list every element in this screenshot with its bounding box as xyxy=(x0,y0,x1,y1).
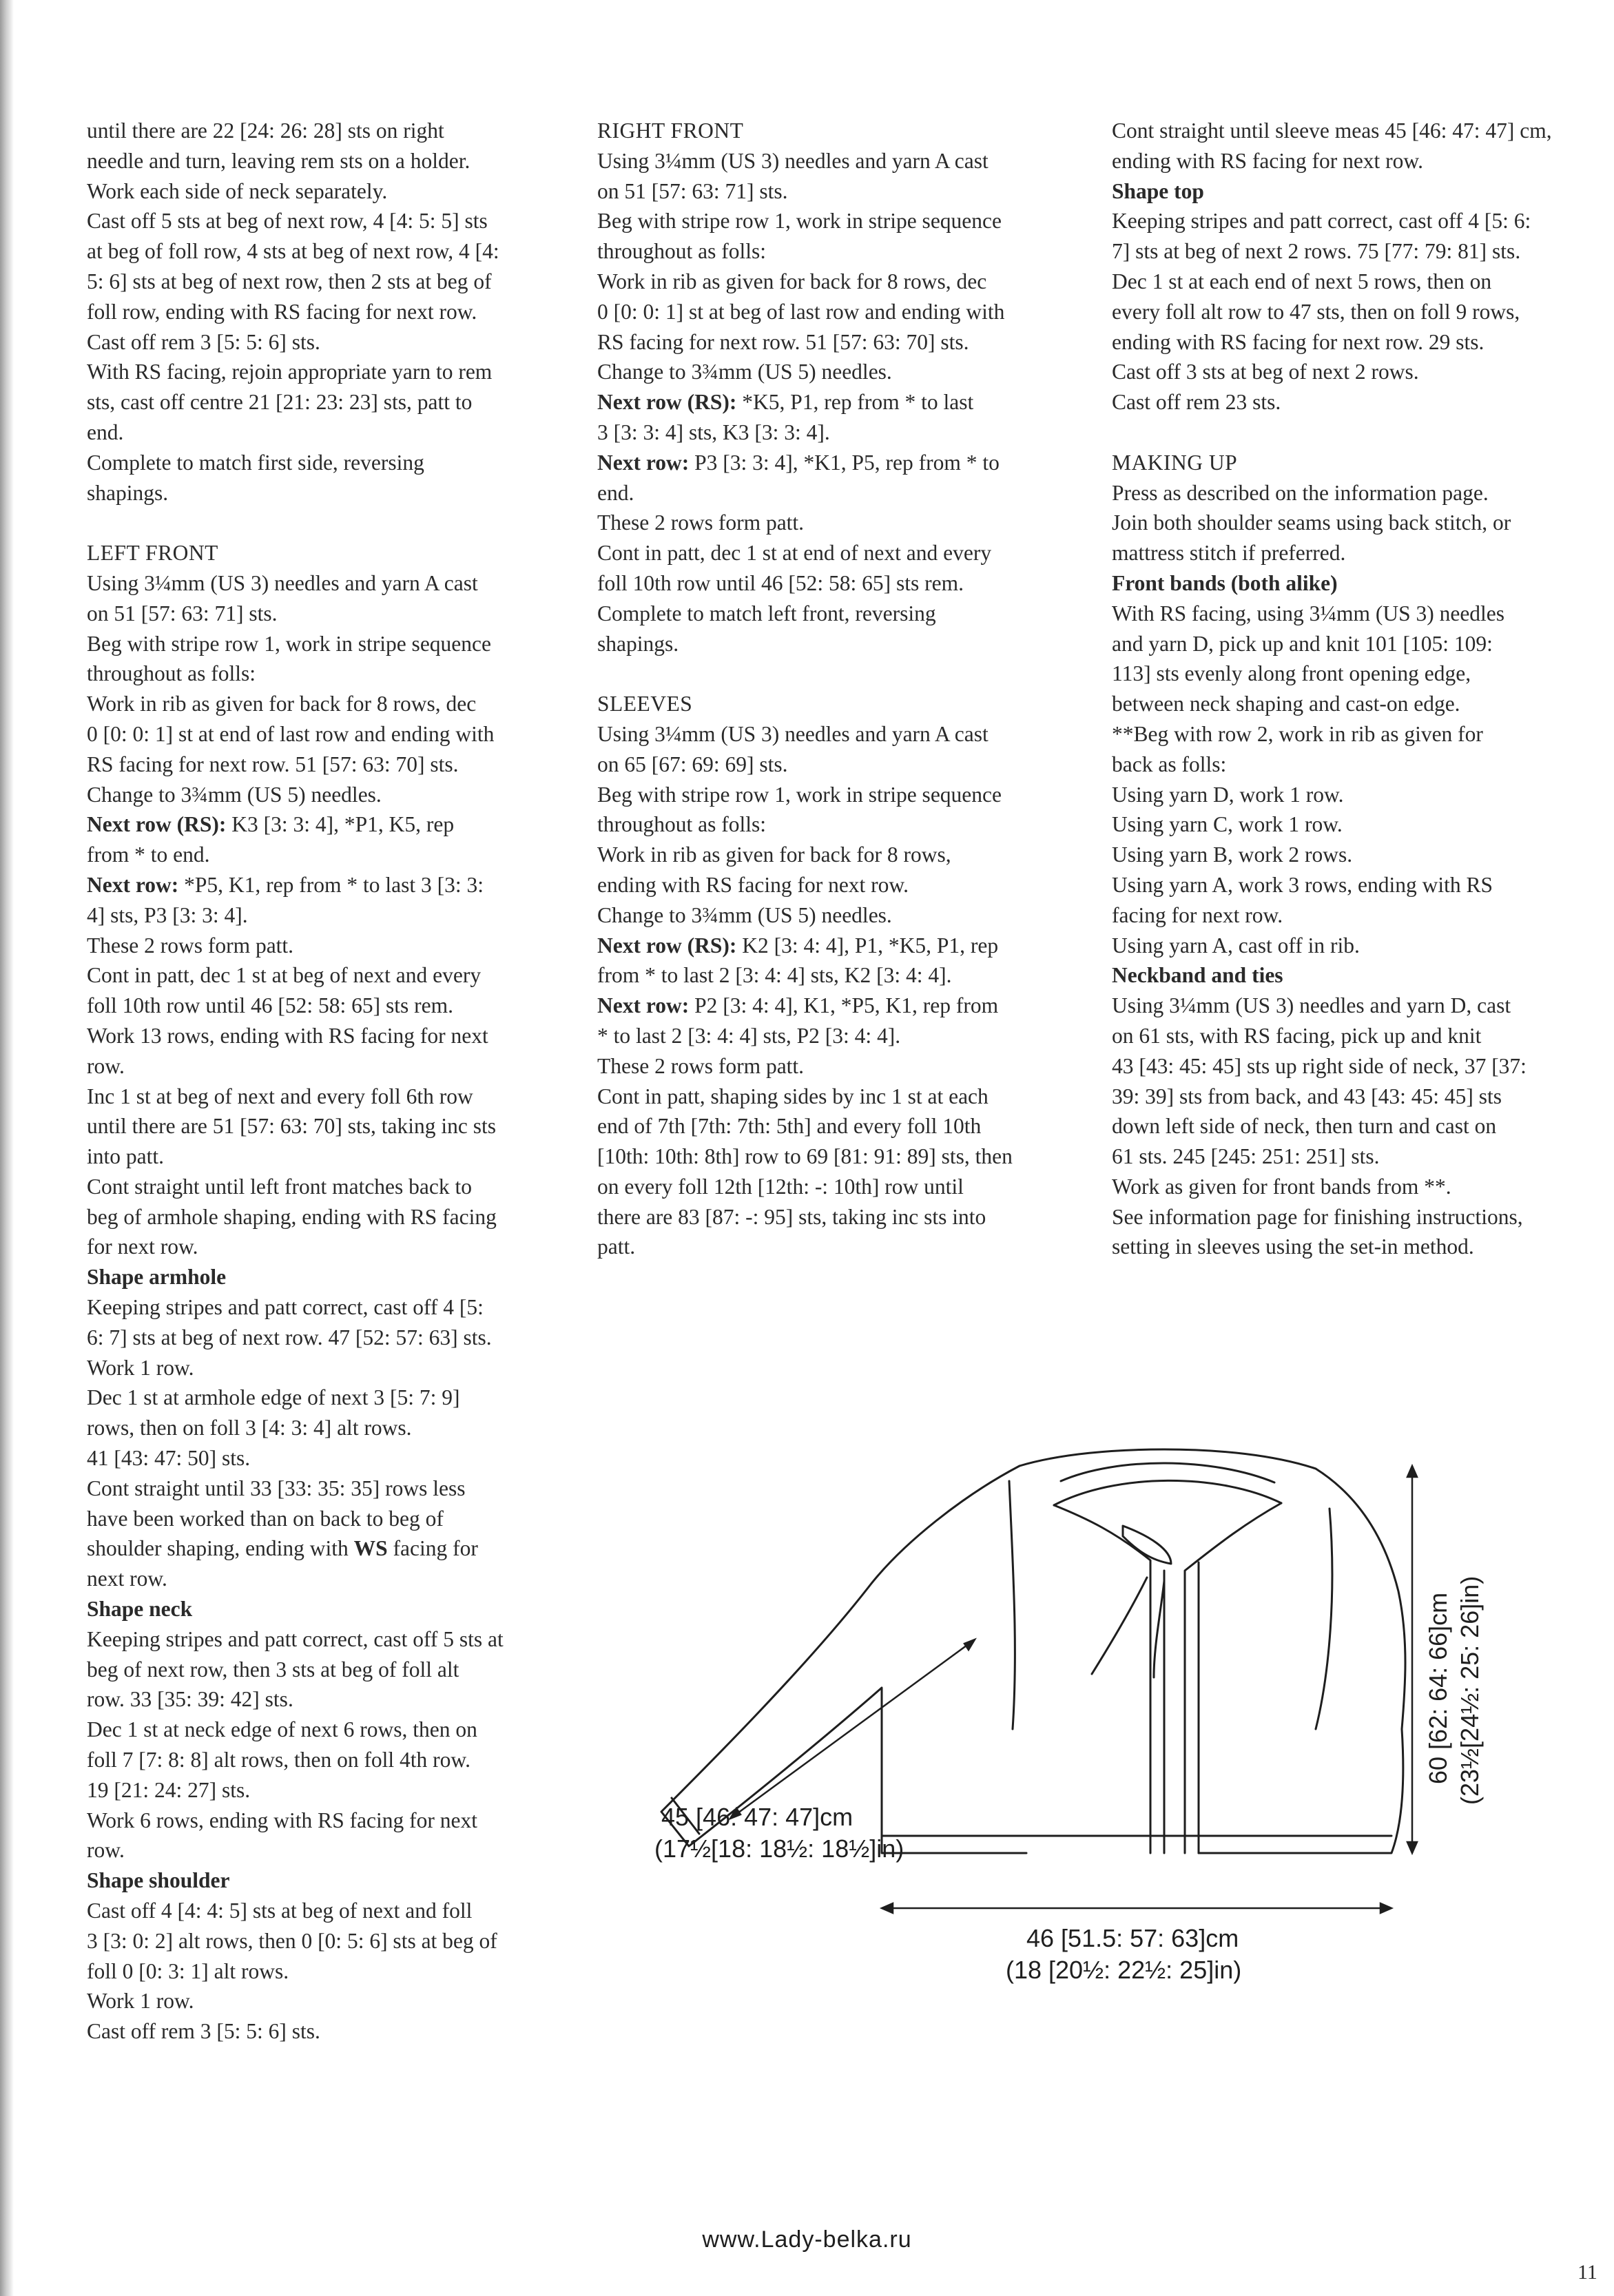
shape-armhole-block xyxy=(87,1292,569,1594)
text-line: ending with RS facing for next row. 29 sts. xyxy=(1112,329,1484,354)
text-line: Cast off rem 3 [5: 5: 6] sts. xyxy=(87,2019,320,2044)
text-span: facing for xyxy=(387,1536,478,1561)
left-sleeve-outline xyxy=(661,1466,1026,1853)
text-line: until there are 22 [24: 26: 28] sts on right xyxy=(87,118,444,143)
text-line: Work in rib as given for back for 8 rows, xyxy=(597,842,951,867)
length-cm: 60 [62: 64: 66]cm xyxy=(1424,1592,1452,1784)
text-line: RS facing for next row. 51 [57: 63: 70] sts. xyxy=(597,329,969,354)
text-line: These 2 rows form patt. xyxy=(597,510,805,535)
text-line: mattress stitch if preferred. xyxy=(1112,541,1346,566)
sleeve-arrow-head-top xyxy=(964,1640,975,1650)
text-line: Cast off rem 3 [5: 5: 6] sts. xyxy=(87,329,320,354)
text-line: Cont in patt, dec 1 st at beg of next and every xyxy=(87,963,482,988)
text-line: throughout as folls: xyxy=(597,239,766,264)
next-row-line xyxy=(597,991,1079,1021)
text-line: have been worked than on back to beg of xyxy=(87,1506,444,1531)
text-line: Work in rib as given for back for 8 rows, dec xyxy=(87,692,477,716)
text-line: With RS facing, rejoin appropriate yarn to rem xyxy=(87,360,493,384)
ws-emphasis: WS xyxy=(353,1536,388,1561)
text-line: Complete to match first side, reversing xyxy=(87,450,424,475)
text-line: Work 1 row. xyxy=(87,1989,194,2014)
text-line: row. xyxy=(87,1838,125,1863)
left-front-edge xyxy=(1054,1505,1150,1853)
text-line: end of 7th [7th: 7th: 5th] and every foll 10th xyxy=(597,1114,982,1139)
row-label: Next row (RS): xyxy=(597,390,737,415)
width-arrow-head-right xyxy=(1380,1903,1391,1913)
text-line: at beg of foll row, 4 sts at beg of next row, 4 [4: xyxy=(87,239,499,264)
row-label: Next row: xyxy=(87,872,179,897)
text-line: setting in sleeves using the set-in method. xyxy=(1112,1234,1474,1259)
text-line: Using yarn D, work 1 row. xyxy=(1112,782,1344,807)
right-front-block xyxy=(597,146,1079,659)
text-line: sts, cast off centre 21 [21: 23: 23] sts, patt to xyxy=(87,390,473,415)
text-line: back as folls: xyxy=(1112,752,1227,776)
text-line: next row. xyxy=(87,1566,167,1591)
row-label: Next row: xyxy=(597,993,690,1018)
text-line: foll row, ending with RS facing for next row. xyxy=(87,299,477,324)
text-line: rows, then on foll 3 [4: 3: 4] alt rows. xyxy=(87,1416,412,1440)
text-line: Keeping stripes and patt correct, cast off 4 [5: 6: xyxy=(1112,209,1531,234)
section-title-right-front: RIGHT FRONT xyxy=(597,118,744,143)
subsection-title-neckband: Neckband and ties xyxy=(1112,963,1283,988)
row-label: Next row: xyxy=(597,450,690,475)
right-sleeve-outline xyxy=(1316,1509,1332,1729)
footer-url: www.Lady-belka.ru xyxy=(702,2226,912,2253)
text-line: foll 7 [7: 8: 8] alt rows, then on foll 4th row. xyxy=(87,1748,471,1772)
left-underarm-line xyxy=(1009,1481,1015,1729)
width-arrow-head-left xyxy=(882,1903,893,1913)
text-line: on every foll 12th [12th: -: 10th] row until xyxy=(597,1174,964,1199)
text-line: throughout as folls: xyxy=(597,812,766,837)
text-line: Press as described on the information page. xyxy=(1112,480,1489,505)
text-span: P3 [3: 3: 4], *K1, P5, rep from * to xyxy=(689,450,1000,475)
width-cm: 46 [51.5: 57: 63]cm xyxy=(1026,1924,1239,1952)
text-line: on 65 [67: 69: 69] sts. xyxy=(597,752,788,776)
text-line: Cont straight until sleeve meas 45 [46: 47: 47] cm, xyxy=(1112,118,1552,143)
text-line: Work as given for front bands from **. xyxy=(1112,1174,1451,1199)
text-line: on 51 [57: 63: 71] sts. xyxy=(87,601,278,625)
text-line: Join both shoulder seams using back stitch, or xyxy=(1112,510,1511,535)
sleeve-length-in: (17½[18: 18½: 18½]in) xyxy=(654,1834,904,1863)
neckband-block xyxy=(1112,991,1587,1262)
text-line: 113] sts evenly along front opening edge, xyxy=(1112,661,1471,686)
text-line: facing for next row. xyxy=(1112,902,1283,927)
text-line: into patt. xyxy=(87,1144,164,1169)
text-line: RS facing for next row. 51 [57: 63: 70] sts. xyxy=(87,752,459,776)
sleeve-length-arrow xyxy=(730,1640,975,1819)
making-up-block xyxy=(1112,478,1587,568)
sleeve-length-cm: 45 [46: 47: 47]cm xyxy=(661,1803,853,1831)
next-row-rs-line xyxy=(597,931,1079,961)
text-line: throughout as folls: xyxy=(87,661,256,686)
text-line: for next row. xyxy=(87,1234,198,1259)
text-line: 43 [43: 45: 45] sts up right side of neck, 37 [37: xyxy=(1112,1053,1527,1078)
text-line: 39: 39] sts from back, and 43 [43: 45: 45] sts xyxy=(1112,1084,1502,1108)
text-line: Beg with stripe row 1, work in stripe sequence xyxy=(597,209,1002,234)
length-in: (23½[24½: 25: 26]in) xyxy=(1456,1575,1484,1805)
text-line: Beg with stripe row 1, work in stripe sequence xyxy=(87,631,491,656)
text-line: needle and turn, leaving rem sts on a holder. xyxy=(87,148,470,173)
text-line: Work 13 rows, ending with RS facing for next xyxy=(87,1023,488,1048)
text-line: With RS facing, using 3¼mm (US 3) needles xyxy=(1112,601,1505,625)
text-line: Using 3¼mm (US 3) needles and yarn A cast xyxy=(597,148,989,173)
neckband-inner-2 xyxy=(1054,1480,1281,1505)
neck-intro-block xyxy=(87,116,569,508)
text-line: ending with RS facing for next row. xyxy=(597,872,909,897)
text-line: Cont in patt, dec 1 st at end of next and every xyxy=(597,541,992,566)
text-line: 6: 7] sts at beg of next row. 47 [52: 57: 63] sts. xyxy=(87,1325,492,1349)
text-line: 0 [0: 0: 1] st at beg of last row and ending with xyxy=(597,299,1005,324)
text-line: 61 sts. 245 [245: 251: 251] sts. xyxy=(1112,1144,1380,1169)
next-row-line xyxy=(87,870,569,900)
shape-top-block xyxy=(1112,206,1587,417)
text-line: until there are 51 [57: 63: 70] sts, taking inc sts xyxy=(87,1114,497,1139)
text-line: * to last 2 [3: 4: 4] sts, P2 [3: 4: 4]. xyxy=(597,1023,901,1048)
text-span: K3 [3: 3: 4], *P1, K5, rep xyxy=(226,812,455,837)
text-span: K2 [3: 4: 4], P1, *K5, P1, rep xyxy=(736,933,999,958)
text-line: Using yarn A, work 3 rows, ending with RS xyxy=(1112,872,1493,897)
text-line: Using 3¼mm (US 3) needles and yarn A cast xyxy=(597,721,989,746)
cardigan-schematic xyxy=(641,1440,1550,2018)
next-row-rs-line xyxy=(87,809,569,840)
text-line: **Beg with row 2, work in rib as given for xyxy=(1112,721,1483,746)
subsection-title-shape-shoulder: Shape shoulder xyxy=(87,1868,230,1893)
text-line: 0 [0: 0: 1] st at end of last row and ending with xyxy=(87,721,495,746)
text-line: Cont straight until 33 [33: 35: 35] rows less xyxy=(87,1476,466,1500)
text-line: Cast off rem 23 sts. xyxy=(1112,390,1281,415)
text-line: row. xyxy=(87,1053,125,1078)
text-line: and yarn D, pick up and knit 101 [105: 109: xyxy=(1112,631,1493,656)
text-line: Inc 1 st at beg of next and every foll 6th row xyxy=(87,1084,473,1108)
section-title-making-up: MAKING UP xyxy=(1112,450,1238,475)
text-line: Work in rib as given for back for 8 rows, dec xyxy=(597,269,987,293)
text-span: *P5, K1, rep from * to last 3 [3: 3: xyxy=(178,872,484,897)
column-2 xyxy=(597,116,1079,1262)
text-line: Cast off 5 sts at beg of next row, 4 [4: 5: 5] sts xyxy=(87,209,488,234)
text-line: Work 6 rows, ending with RS facing for next xyxy=(87,1808,477,1832)
text-line: Complete to match left front, reversing xyxy=(597,601,936,625)
text-line: row. 33 [35: 39: 42] sts. xyxy=(87,1687,293,1712)
text-line: end. xyxy=(597,480,634,505)
text-line: Using 3¼mm (US 3) needles and yarn A cast xyxy=(87,570,478,595)
column-1 xyxy=(87,116,569,2047)
text-line: Dec 1 st at each end of next 5 rows, then on xyxy=(1112,269,1492,293)
text-line: between neck shaping and cast-on edge. xyxy=(1112,692,1460,716)
subsection-title-shape-neck: Shape neck xyxy=(87,1597,193,1622)
text-line: Using yarn C, work 1 row. xyxy=(1112,812,1343,837)
text-line: from * to end. xyxy=(87,842,210,867)
text-line: See information page for finishing instructions, xyxy=(1112,1204,1523,1229)
text-line: Change to 3¾mm (US 5) needles. xyxy=(597,360,892,384)
text-line: every foll alt row to 47 sts, then on foll 9 rows, xyxy=(1112,299,1520,324)
text-line: These 2 rows form patt. xyxy=(87,933,294,958)
text-line: Keeping stripes and patt correct, cast off 4 [5: xyxy=(87,1295,484,1320)
text-line: Dec 1 st at neck edge of next 6 rows, then on xyxy=(87,1717,477,1742)
right-side-outline xyxy=(1199,1469,1405,1853)
text-line: Change to 3¾mm (US 5) needles. xyxy=(597,902,892,927)
subsection-title-shape-top: Shape top xyxy=(1112,178,1204,203)
text-line: from * to last 2 [3: 4: 4] sts, K2 [3: 4: 4]. xyxy=(597,963,952,988)
text-span: *K5, P1, rep from * to last xyxy=(736,390,974,415)
text-line: 5: 6] sts at beg of next row, then 2 sts at beg of xyxy=(87,269,492,293)
text-line: Keeping stripes and patt correct, cast off 5 sts at xyxy=(87,1626,504,1651)
text-line: on 51 [57: 63: 71] sts. xyxy=(597,178,788,203)
text-line: Using yarn A, cast off in rib. xyxy=(1112,933,1360,958)
text-line: foll 10th row until 46 [52: 58: 65] sts rem. xyxy=(87,993,453,1018)
column-3 xyxy=(1112,116,1587,1262)
tie-tail-right xyxy=(1154,1581,1164,1677)
text-span: shoulder shaping, ending with xyxy=(87,1536,354,1561)
text-line: down left side of neck, then turn and cast on xyxy=(1112,1114,1497,1139)
row-label: Next row (RS): xyxy=(597,933,737,958)
text-line: Using 3¼mm (US 3) needles and yarn D, cast xyxy=(1112,993,1511,1018)
next-row-line xyxy=(597,448,1079,478)
text-line: on 61 sts, with RS facing, pick up and knit xyxy=(1112,1023,1482,1048)
text-line: Dec 1 st at armhole edge of next 3 [5: 7: 9] xyxy=(87,1385,460,1410)
text-line: foll 10th row until 46 [52: 58: 65] sts rem. xyxy=(597,570,964,595)
section-title-sleeves: SLEEVES xyxy=(597,692,693,716)
tie-tail-left xyxy=(1092,1578,1147,1674)
neck-outline xyxy=(1020,1449,1316,1469)
shape-shoulder-block xyxy=(87,1896,569,2047)
text-line: Cast off 4 [4: 4: 5] sts at beg of next and foll xyxy=(87,1899,473,1923)
text-line: 3 [3: 3: 4] sts, K3 [3: 3: 4]. xyxy=(597,420,830,444)
text-line: ending with RS facing for next row. xyxy=(1112,148,1423,173)
row-label: Next row (RS): xyxy=(87,812,227,837)
text-line: 41 [43: 47: 50] sts. xyxy=(87,1446,251,1471)
text-line: Cont in patt, shaping sides by inc 1 st at each xyxy=(597,1084,989,1108)
text-line: 3 [3: 0: 2] alt rows, then 0 [0: 5: 6] sts at beg of xyxy=(87,1928,497,1953)
length-arrow-head-top xyxy=(1407,1466,1417,1477)
text-span: P2 [3: 4: 4], K1, *P5, K1, rep from xyxy=(689,993,999,1018)
text-line: 19 [21: 24: 27] sts. xyxy=(87,1777,251,1802)
text-line: shapings. xyxy=(597,631,679,656)
text-line: Cont straight until left front matches back to xyxy=(87,1174,473,1199)
length-arrow-head-bottom xyxy=(1407,1842,1417,1853)
subsection-title-front-bands: Front bands (both alike) xyxy=(1112,570,1338,595)
text-line: Work each side of neck separately. xyxy=(87,178,388,203)
next-row-rs-line xyxy=(597,387,1079,417)
width-in: (18 [20½: 22½: 25]in) xyxy=(1006,1956,1242,1984)
scan-edge-shadow xyxy=(0,0,14,2296)
text-line: Cast off 3 sts at beg of next 2 rows. xyxy=(1112,360,1419,384)
text-line: [10th: 10th: 8th] row to 69 [81: 91: 89] sts, then xyxy=(597,1144,1013,1169)
subsection-title-shape-armhole: Shape armhole xyxy=(87,1265,227,1290)
text-line: beg of armhole shaping, ending with RS facing xyxy=(87,1204,497,1229)
text-line: Work 1 row. xyxy=(87,1355,194,1380)
text-line: end. xyxy=(87,420,124,444)
text-line: These 2 rows form patt. xyxy=(597,1053,805,1078)
page-number: 11 xyxy=(1577,2261,1597,2284)
sleeves-block xyxy=(597,719,1079,1262)
text-line: 4] sts, P3 [3: 3: 4]. xyxy=(87,902,248,927)
text-line: Beg with stripe row 1, work in stripe sequence xyxy=(597,782,1002,807)
text-line: beg of next row, then 3 sts at beg of foll alt xyxy=(87,1657,459,1682)
text-line: 7] sts at beg of next 2 rows. 75 [77: 79: 81] sts. xyxy=(1112,239,1521,264)
text-line: foll 0 [0: 3: 1] alt rows. xyxy=(87,1958,289,1983)
text-line: Change to 3¾mm (US 5) needles. xyxy=(87,782,382,807)
front-bands-block xyxy=(1112,599,1587,961)
text-line: Using yarn B, work 2 rows. xyxy=(1112,842,1353,867)
shape-neck-block xyxy=(87,1624,569,1865)
ws-facing-line xyxy=(87,1533,569,1564)
text-line: patt. xyxy=(597,1234,636,1259)
left-front-block xyxy=(87,568,569,1262)
text-line: there are 83 [87: -: 95] sts, taking inc sts into xyxy=(597,1204,986,1229)
neckband-inner xyxy=(1061,1463,1274,1482)
text-line: shapings. xyxy=(87,480,169,505)
section-title-left-front: LEFT FRONT xyxy=(87,541,218,566)
sleeves-continued-block xyxy=(1112,116,1587,176)
